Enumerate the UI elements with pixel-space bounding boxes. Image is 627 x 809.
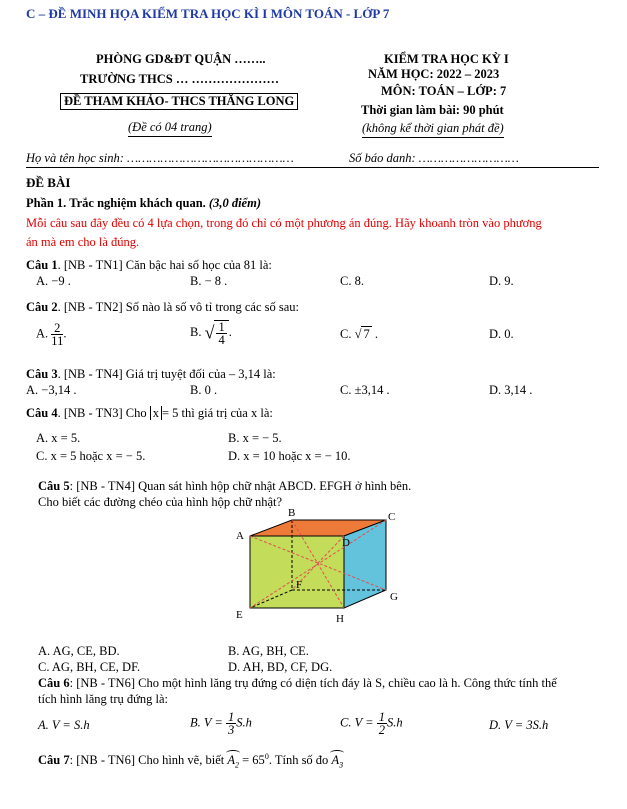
q3-label: Câu 3 (26, 367, 58, 381)
q7-degree: 0 (264, 752, 269, 761)
q2-text: . [NB - TN2] Số nào là số vô tỉ trong các số sau: (57, 300, 300, 314)
angle-a3: $A_3$ (331, 753, 344, 770)
q7-angle-value: = 65 (242, 753, 265, 768)
part1-heading (26, 196, 261, 211)
section-heading: ĐỀ BÀI (26, 175, 71, 190)
q6-option-d[interactable]: D. V = 3S.h (489, 718, 549, 732)
q5-option-d[interactable]: D. AH, BD, CF, DG. (228, 660, 333, 674)
instruction-line1: Mỗi câu sau đây đều có 4 lựa chọn, trong đó chỉ có một phương án đúng. Hãy khoanh tròn vào phương (26, 216, 542, 230)
vertex-e: E (236, 609, 243, 621)
q1-option-d[interactable]: D. 9. (489, 274, 514, 288)
divider (26, 167, 599, 168)
question-3 (26, 367, 276, 382)
part1-title: Phần 1. Trắc nghiệm khách quan. (26, 196, 206, 210)
q1-option-c[interactable]: C. 8. (340, 274, 364, 288)
q4-option-a[interactable]: A. x = 5. (36, 431, 81, 445)
vertex-a: A (236, 530, 244, 542)
part1-points: (3,0 điểm) (208, 196, 261, 210)
q5-text: : [NB - TN4] Quan sát hình hộp chữ nhật ABCD. EFGH ở hình bên. (69, 479, 412, 493)
q2-a-fraction: $\frac{2}{11}$ (51, 321, 64, 348)
q6-c-fraction: $\frac{1}{2}$ (378, 710, 385, 737)
q6-option-b[interactable] (190, 711, 252, 736)
q1-option-a[interactable]: A. −9 . (36, 274, 71, 288)
q2-a-prefix: A. (36, 326, 49, 341)
cuboid-figure (228, 506, 418, 626)
header-year: NĂM HỌC: 2022 – 2023 (368, 67, 500, 81)
question-5 (38, 479, 411, 494)
q5-text2: Cho biết các đường chéo của hình hộp chữ nhật? (38, 495, 283, 509)
q2-b-prefix: B. (190, 324, 202, 339)
q2-option-c[interactable]: C. √ 7 . (340, 327, 378, 341)
q6-option-c[interactable] (340, 711, 403, 736)
header-ref-box: ĐỀ THAM KHẢO- THCS THĂNG LONG (60, 93, 298, 110)
student-id-label: Số báo danh: ……………………… (349, 151, 519, 165)
vertex-c: C (388, 511, 396, 523)
q2-c-value: 7 (363, 327, 370, 341)
q5-option-c[interactable]: C. AG, BH, CE, DF. (38, 660, 141, 674)
q4-text-post: = 5 thì giá trị của x là: (162, 406, 273, 420)
question-2 (26, 300, 299, 315)
vertex-d: D (342, 537, 350, 549)
q2-label: Câu 2 (26, 300, 58, 314)
q4-option-d[interactable]: D. x = 10 hoặc x = − 10. (228, 449, 351, 463)
q4-option-b[interactable]: B. x = − 5. (228, 431, 282, 445)
q7-text-pre: : [NB - TN6] Cho hình vẽ, biết (69, 753, 225, 768)
q3-option-b[interactable]: B. 0 . (190, 383, 218, 397)
q4-option-c[interactable]: C. x = 5 hoặc x = − 5. (36, 449, 146, 463)
q7-label: Câu 7 (38, 753, 70, 768)
header-subject: MÔN: TOÁN – LỚP: 7 (381, 84, 507, 98)
question-6 (38, 676, 557, 691)
cuboid-front-face (250, 536, 344, 608)
doc-title: C – ĐỀ MINH HỌA KIỂM TRA HỌC KÌ I MÔN TOÁN - LỚP 7 (26, 6, 390, 21)
header-note: (không kể thời gian phát đề) (362, 121, 504, 138)
q2-b-fraction: $\frac{1}{4}$ (214, 320, 228, 346)
instruction-line2: án mà em cho là đúng. (26, 235, 140, 249)
q6-text2: tích hình lăng trụ đứng là: (38, 692, 169, 706)
vertex-g: G (390, 591, 398, 603)
q6-b-prefix: B. V = (190, 715, 223, 730)
q6-c-suffix: S.h (386, 715, 403, 730)
header-exam: KIỂM TRA HỌC KỲ I (384, 52, 509, 66)
q5-option-b[interactable]: B. AG, BH, CE. (228, 644, 309, 658)
q5-label: Câu 5 (38, 479, 70, 493)
sqrt-icon: √ (204, 322, 215, 343)
q2-c-prefix: C. (340, 327, 352, 341)
q3-option-d[interactable]: D. 3,14 . (489, 383, 533, 397)
q4-label: Câu 4 (26, 406, 58, 420)
q3-option-a[interactable]: A. −3,14 . (26, 383, 77, 397)
vertex-f: F (296, 579, 303, 591)
q6-label: Câu 6 (38, 676, 70, 690)
q3-option-c[interactable]: C. ±3,14 . (340, 383, 390, 397)
q2-option-a[interactable]: A. $\frac{2}{11}$ . (36, 321, 67, 348)
q7-text-mid: . Tính số đo (268, 753, 329, 768)
q6-b-suffix: S.h (236, 715, 252, 730)
student-name-label: Họ và tên học sinh: ……………………………………… (26, 151, 294, 165)
sqrt-icon: √ (354, 327, 362, 341)
question-4 (26, 406, 273, 421)
header-dept: PHÒNG GD&ĐT QUẬN …….. (96, 52, 266, 66)
question-7 (38, 752, 343, 770)
q4-abs-x: x (150, 406, 162, 420)
q6-c-prefix: C. V = (340, 715, 374, 730)
q2-option-b[interactable]: B. √ $\frac{1}{4}$ . (190, 320, 232, 347)
q1-label: Câu 1 (26, 258, 58, 272)
q1-option-b[interactable]: B. − 8 . (190, 274, 228, 288)
vertex-b: B (288, 507, 296, 519)
header-duration: Thời gian làm bài: 90 phút (361, 103, 504, 117)
question-1 (26, 258, 272, 273)
q5-option-a[interactable]: A. AG, CE, BD. (38, 644, 120, 658)
header-pages: (Đề có 04 trang) (128, 120, 212, 137)
q4-text-pre: . [NB - TN3] Cho (57, 406, 147, 420)
q6-option-a[interactable]: A. V = S.h (38, 718, 90, 732)
q6-b-fraction: $\frac{1}{3}$ (227, 710, 235, 737)
header-school: TRƯỜNG THCS … ………………… (80, 72, 279, 86)
q2-option-d[interactable]: D. 0. (489, 327, 514, 341)
q3-text: . [NB - TN4] Giá trị tuyệt đối của – 3,14 là: (57, 367, 276, 381)
q1-text: . [NB - TN1] Căn bậc hai số học của 81 là: (57, 258, 272, 272)
cuboid-right-face (344, 520, 386, 608)
angle-a2: $A_2$ (227, 753, 239, 770)
q6-text: : [NB - TN6] Cho một hình lăng trụ đứng có diện tích đáy là S, chiều cao là h. Công thức tính thể (69, 676, 557, 690)
vertex-h: H (336, 613, 344, 625)
